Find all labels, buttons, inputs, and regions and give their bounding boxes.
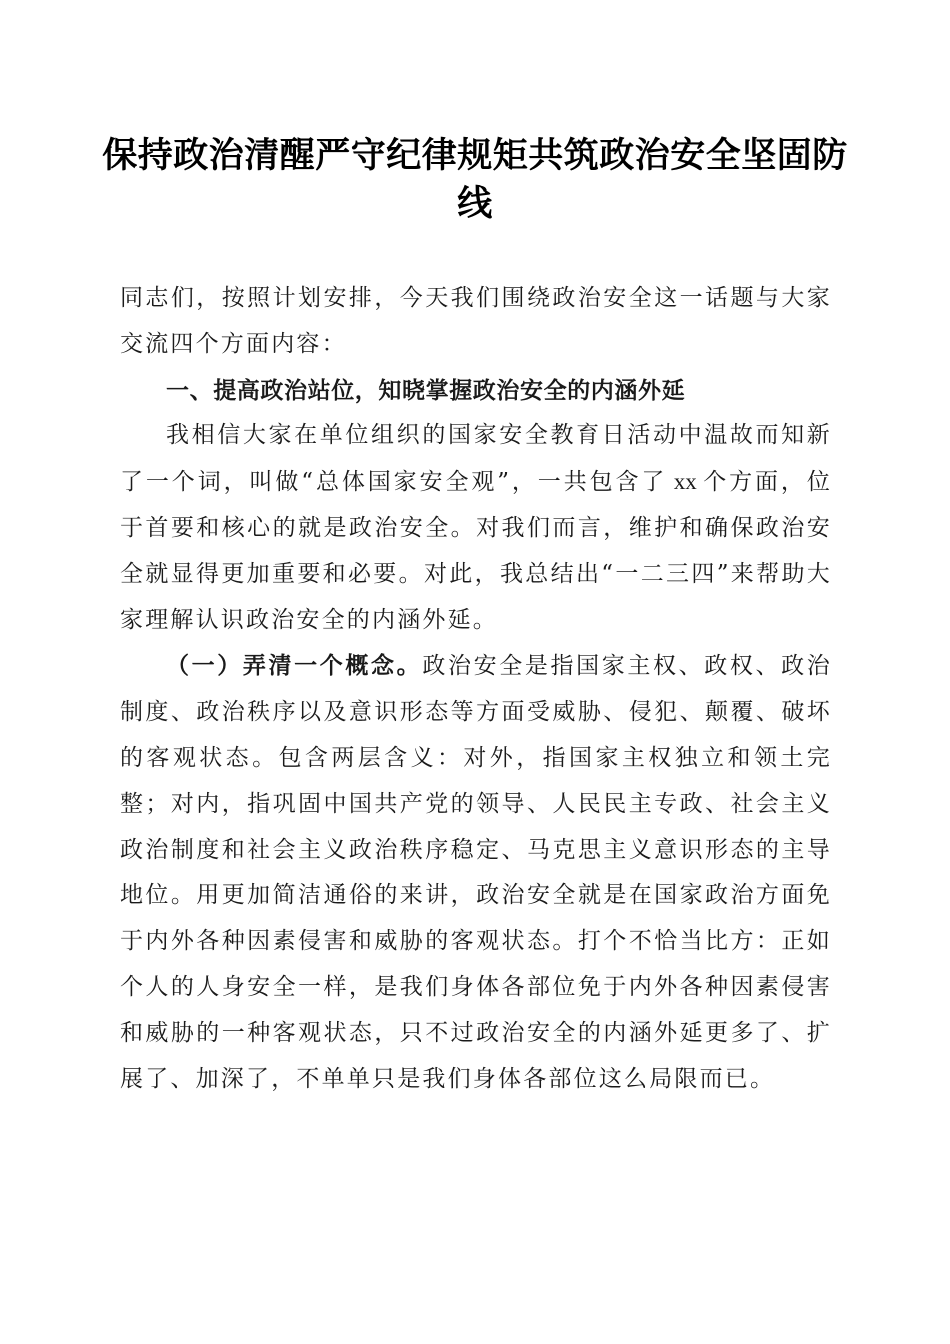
paragraph-1 — [120, 413, 832, 643]
paragraph-1-xx: xx — [667, 469, 704, 495]
subsection-1 — [120, 643, 832, 1102]
intro-paragraph: 同志们，按照计划安排，今天我们围绕政治安全这一话题与大家交流四个方面内容： — [120, 285, 832, 357]
document-body — [120, 276, 832, 1102]
document-title: 保持政治清醒严守纪律规矩共筑政治安全坚固防线 — [102, 135, 848, 224]
paragraph-1-text-b: 个方面，位于首要和核心的就是政治安全。对我们而言，维护和确保政治安全就显得更加重要和必要。对此，我总结出“一二三四”来帮助大家理解认识政治安全的内涵外延。 — [120, 469, 833, 633]
subsection-1-lead: （一）弄清一个概念。 — [166, 652, 423, 680]
subsection-1-text: 政治安全是指国家主权、政权、政治制度、政治秩序以及意识形态等方面受威胁、侵犯、颠覆、破坏的客观状态。包含两层含义：对外，指国家主权独立和领土完整；对内，指巩固中国共产党的领导、人民民主专政、社会主义政治制度和社会主义政治秩序稳定、马克思主义意识形态的主导地位。用更加简洁通俗的来讲，政治安全就是在国家政治方面免于内外各种因素侵害和威胁的客观状态。打个不恰当比方：正如个人的人身安全一样，是我们身体各部位免于内外各种因素侵害和威胁的一种客观状态，只不过政治安全的内涵外延更多了、扩展了、加深了，不单单只是我们身体各部位这么局限而已。 — [120, 653, 833, 1092]
paragraph-1-text-a: 我相信大家在单位组织的国家安全教育日活动中温故而知新了一个词，叫做“总体国家安全观”，一共包含了 — [120, 422, 832, 496]
section-heading-1: 一、提高政治站位，知晓掌握政治安全的内涵外延 — [166, 376, 686, 404]
